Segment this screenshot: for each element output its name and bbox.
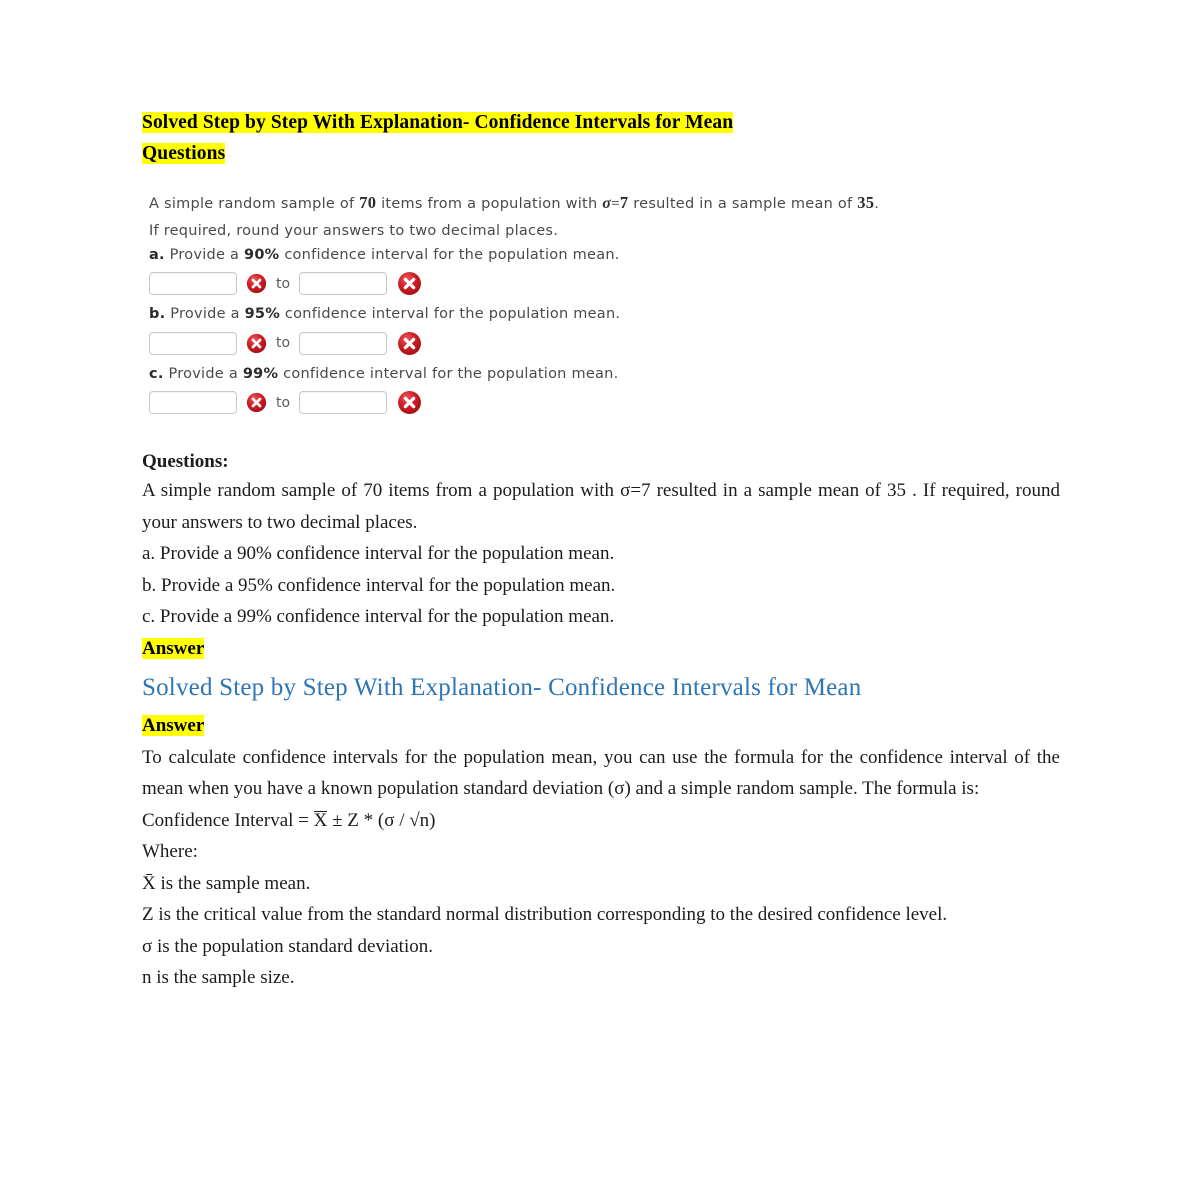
error-x-icon (246, 273, 267, 294)
definition-x-bar-text: is the sample mean. (155, 872, 311, 894)
page-title-line-1: Solved Step by Step With Explanation- Confidence Intervals for Mean (142, 112, 734, 133)
questions-heading: Questions: (142, 451, 229, 472)
answer-blue-heading: Solved Step by Step With Explanation- Confidence Intervals for Mean (142, 674, 862, 701)
questions-item-a: a. Provide a 90% confidence interval for the population mean. (142, 543, 615, 564)
question-item-b-prompt (149, 307, 1060, 322)
embedded-question-widget (149, 195, 1060, 415)
range-separator-a: to (276, 275, 291, 292)
answer-row-b (149, 331, 1060, 356)
intro-text-b: items from a population with (376, 196, 603, 212)
definition-n-text: is the sample size. (151, 967, 295, 988)
answer-input-c-upper[interactable] (299, 391, 387, 414)
rounding-note: If required, round your answers to two decimal places. (149, 223, 559, 239)
questions-paragraph: A simple random sample of 70 items from a population with σ=7 resulted in a sample mean of 35 . If required, round your answers to two decimal places. (142, 480, 1060, 533)
range-separator-b: to (276, 335, 291, 351)
definition-z-symbol: Z (142, 904, 154, 925)
embedded-question-intro (149, 195, 1060, 212)
answer-input-a-upper[interactable] (299, 272, 387, 295)
definition-n-symbol: n (142, 967, 152, 988)
item-a-text-before: Provide a (164, 246, 244, 263)
definition-z-text: is the critical value from the standard normal distribution corresponding to the desired confidence level. (153, 904, 948, 925)
questions-item-b: b. Provide a 95% confidence interval for the population mean. (142, 574, 616, 596)
equals-symbol: = (611, 196, 620, 212)
error-x-icon (397, 271, 422, 296)
answer-label-top-text: Answer (142, 637, 205, 659)
definition-z (142, 899, 1060, 931)
definition-sigma-text: is the population standard deviation. (152, 935, 433, 957)
definition-sigma-symbol: σ (142, 935, 153, 957)
error-x-icon (397, 390, 422, 415)
answer-label-top (142, 633, 1060, 665)
page-title (142, 107, 1060, 169)
answer-intro-paragraph: To calculate confidence intervals for the population mean, you can use the formula for the confidence interval of the mean when you have a known population standard deviation (σ) and a simple random sample. The formula is: (142, 746, 1060, 799)
definition-sigma (142, 931, 1060, 963)
item-b-letter: b. (149, 306, 166, 322)
intro-text-d: . (874, 196, 880, 212)
sigma-value: 7 (619, 193, 629, 212)
where-label: Where: (142, 841, 198, 862)
definition-x-bar-symbol: X̄ (142, 872, 156, 894)
confidence-interval-formula (142, 805, 1060, 837)
answer-row-a (149, 271, 1060, 296)
error-x-icon (246, 392, 267, 413)
answer-label-bottom (142, 710, 1060, 742)
answer-input-b-lower[interactable] (149, 332, 237, 355)
item-b-confidence-level: 95% (244, 306, 281, 322)
item-c-text-after: confidence interval for the population mean. (278, 365, 619, 382)
item-b-text-before: Provide a (165, 306, 245, 322)
item-b-text-after: confidence interval for the population mean. (280, 306, 621, 322)
question-item-c-prompt (149, 367, 1060, 382)
answer-input-b-upper[interactable] (299, 332, 387, 355)
formula-rest: ± Z * (σ / √n) (327, 809, 436, 831)
sample-size-value: 70 (359, 193, 377, 212)
item-a-letter: a. (149, 246, 165, 263)
item-c-text-before: Provide a (163, 365, 243, 382)
answer-input-a-lower[interactable] (149, 272, 237, 295)
answer-input-c-lower[interactable] (149, 391, 237, 414)
formula-x-bar: X (313, 809, 328, 831)
questions-item-c: c. Provide a 99% confidence interval for the population mean. (142, 606, 615, 627)
sample-mean-value: 35 (857, 193, 875, 212)
sigma-symbol: σ (602, 195, 612, 212)
range-separator-c: to (276, 394, 291, 411)
item-a-confidence-level: 90% (244, 246, 280, 263)
item-c-letter: c. (149, 365, 164, 382)
definition-x-bar (142, 868, 1060, 900)
intro-text-c: resulted in a sample mean of (628, 196, 858, 212)
page-title-line-2: Questions (142, 143, 226, 164)
intro-text-a: A simple random sample of (149, 196, 360, 212)
definition-n (142, 962, 1060, 994)
item-c-confidence-level: 99% (242, 365, 279, 382)
error-x-icon (246, 333, 267, 354)
item-a-text-after: confidence interval for the population mean. (279, 246, 620, 263)
document-body (142, 107, 1060, 994)
question-item-a-prompt (149, 248, 1060, 263)
error-x-icon (397, 331, 422, 356)
answer-label-bottom-text: Answer (142, 715, 205, 736)
formula-prefix: Confidence Interval = (142, 809, 314, 831)
answer-row-c (149, 390, 1060, 415)
